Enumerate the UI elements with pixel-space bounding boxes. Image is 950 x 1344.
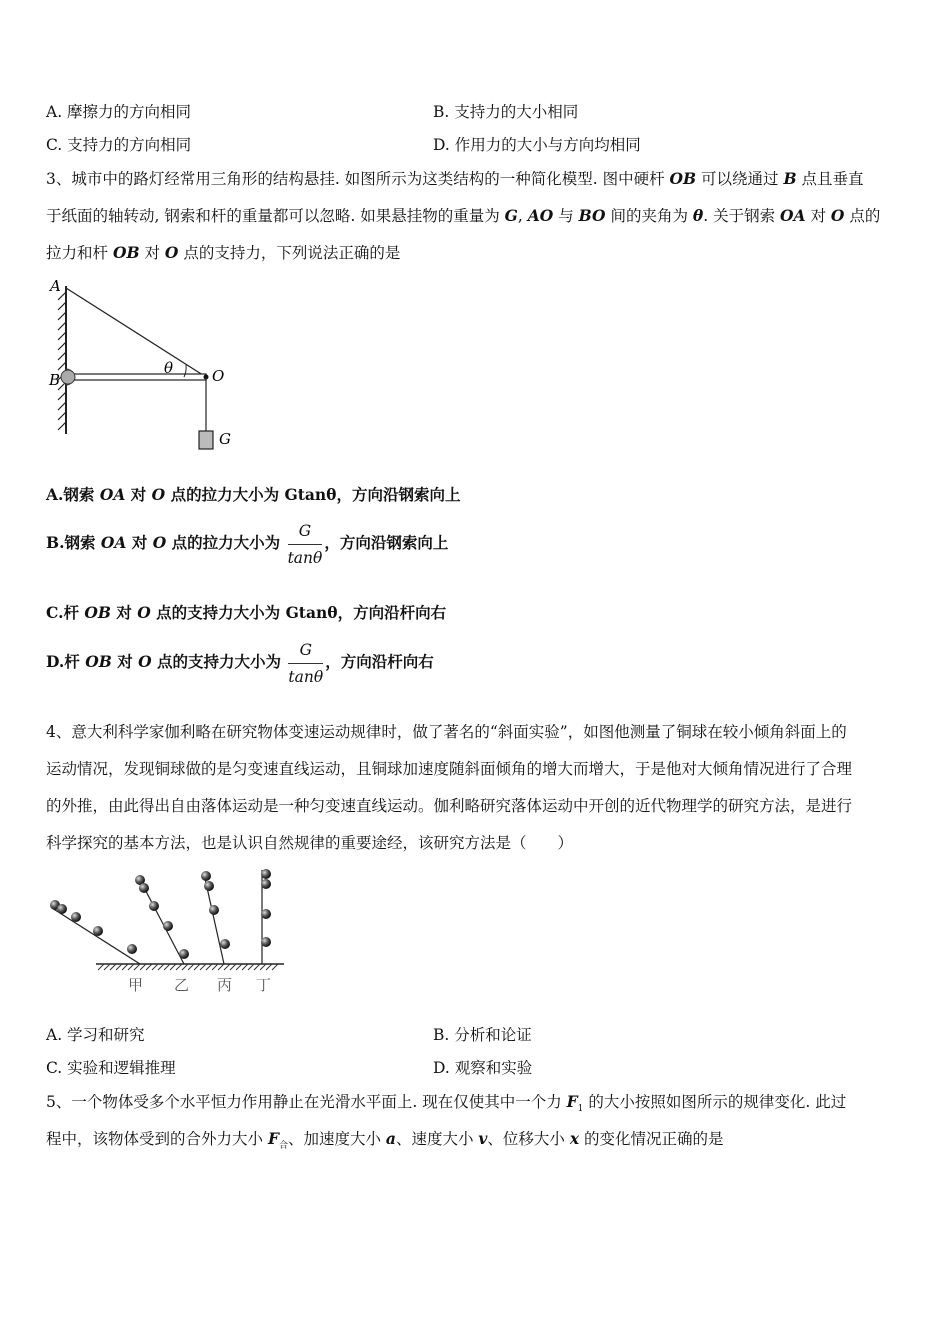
q2-option-a-text: A. 摩擦力的方向相同	[46, 103, 192, 121]
q3-stem-line3: 拉力和杆 OB 对 O 点的支持力，下列说法正确的是	[46, 243, 401, 262]
q4-option-a[interactable]	[46, 1025, 145, 1045]
balls-yi	[135, 875, 189, 959]
label-yi: 乙	[174, 976, 190, 994]
q2-option-c[interactable]	[46, 135, 191, 155]
q5-stem-line1: 5、一个物体受多个水平恒力作用静止在光滑水平面上. 现在仅使其中一个力 $F_1$ 的大小按照如图所示的规律变化. 此过	[46, 1092, 847, 1115]
q4-option-b-text: B. 分析和论证	[433, 1026, 532, 1044]
q2-option-b[interactable]	[433, 102, 578, 122]
weight-g	[199, 431, 213, 449]
wall-hatching	[58, 292, 66, 430]
q2-option-c-text: C. 支持力的方向相同	[46, 136, 192, 154]
q4-stem-line1: 4、意大利科学家伽利略在研究物体变速运动规律时，做了著名的“斜面实验”，如图他测量了铜球在较小倾角斜面上的	[46, 723, 847, 741]
label-b: B	[49, 371, 61, 389]
q4-stem-line3: 的外推，由此得出自由落体运动是一种匀变速直线运动。伽利略研究落体运动中开创的近代物理学的研究方法，是进行	[46, 797, 853, 815]
q3-option-d-fraction: $\frac{G}{\tan\theta}$	[288, 640, 324, 686]
q3-option-b[interactable]: B.钢索 OA 对 O 点的拉力大小为 $\frac{G}{\tan\theta}$ ，方向沿钢索向上	[46, 521, 449, 567]
q4-figure-inclines	[44, 866, 294, 998]
label-jia: 甲	[128, 976, 144, 994]
q3-figure-bracket	[44, 276, 244, 456]
label-a: A	[50, 277, 61, 295]
rod-ob	[70, 374, 206, 380]
q3-option-d[interactable]: D.杆 OB 对 O 点的支持力大小为 $\frac{G}{\tan\theta}$ ，方向沿杆向右	[46, 640, 434, 686]
label-ding: 丁	[256, 976, 272, 994]
q5-stem-line2: 程中，该物体受到的合外力大小 $F_合$、加速度大小 a、速度大小 v、位移大小 x 的变化情况正确的是	[46, 1129, 724, 1152]
q3-stem-line2: 于纸面的轴转动, 钢索和杆的重量都可以忽略. 如果悬挂物的重量为 G, AO 与 BO 间的夹角为 θ. 关于钢索 OA 对 O 点的	[46, 206, 881, 225]
q2-option-d[interactable]	[433, 135, 641, 155]
q2-option-b-text: B. 支持力的大小相同	[433, 103, 579, 121]
q4-option-c-text: C. 实验和逻辑推理	[46, 1059, 176, 1077]
balls-jia	[50, 900, 137, 954]
q4-stem-line2: 运动情况，发现铜球做的是匀变速直线运动，且铜球加速度随斜面倾角的增大而增大，于是他对大倾角情况进行了合理	[46, 760, 853, 778]
q3-option-c[interactable]: C.杆 OB 对 O 点的支持力大小为 Gtanθ，方向沿杆向右	[46, 603, 447, 622]
label-bing: 丙	[217, 976, 233, 994]
balls-bing	[201, 871, 230, 949]
q4-option-d-text: D. 观察和实验	[433, 1059, 533, 1077]
q3-stem-line1: 3、城市中的路灯经常用三角形的结构悬挂. 如图所示为这类结构的一种简化模型. 图中硬杆 OB 可以绕通过 B 点且垂直	[46, 169, 864, 188]
label-g: G	[219, 430, 231, 448]
ground-hatching	[98, 964, 278, 970]
q4-option-d[interactable]	[433, 1058, 532, 1078]
q4-stem-line4: 科学探究的基本方法，也是认识自然规律的重要途经，该研究方法是（ ）	[46, 834, 574, 852]
hinge-b-circle	[61, 370, 75, 384]
q2-option-d-text: D. 作用力的大小与方向均相同	[433, 136, 641, 154]
q3-option-a[interactable]: A.钢索 OA 对 O 点的拉力大小为 Gtanθ，方向沿钢索向上	[46, 485, 461, 504]
cable-oa	[66, 288, 206, 377]
label-theta: θ	[164, 359, 174, 377]
q4-option-b[interactable]	[433, 1025, 532, 1045]
q4-option-a-text: A. 学习和研究	[46, 1026, 145, 1044]
q3-option-b-fraction: $\frac{G}{\tan\theta}$	[287, 521, 323, 567]
label-o: O	[212, 367, 225, 385]
incline-jia	[52, 908, 140, 964]
q4-option-c[interactable]	[46, 1058, 176, 1078]
q2-option-a[interactable]	[46, 102, 191, 122]
